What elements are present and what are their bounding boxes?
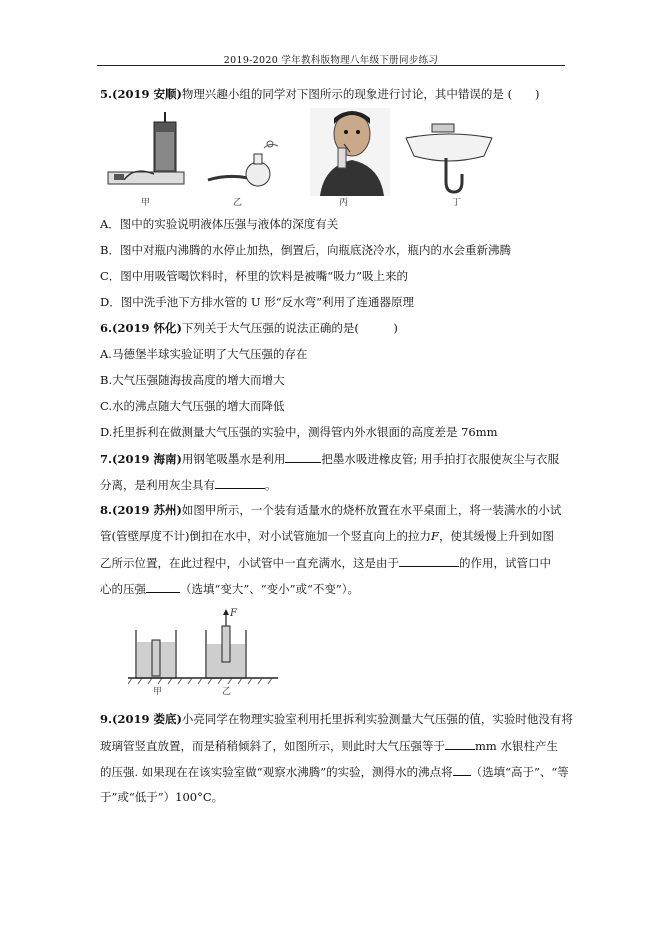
q9-line3-text-end: （选填“高于”、“等 (470, 765, 569, 779)
q5-text: 物理兴趣小组的同学对下图所示的现象进行讨论，其中错误的是 ( ) (181, 87, 540, 101)
q9-blank-1[interactable] (445, 737, 475, 750)
q8-stem (100, 502, 561, 518)
q5-figure-ding (402, 118, 494, 198)
q8-blank-2[interactable] (146, 580, 180, 593)
q7-line2 (100, 476, 277, 493)
q8-figure (128, 608, 278, 690)
q9-number: 9. (100, 712, 113, 726)
q5-option-c: C．图中用吸管喝饮料时，杯里的饮料是被嘴“吸力”吸上来的 (100, 269, 409, 283)
q9-blank-2[interactable] (453, 763, 471, 776)
q7-stem (100, 450, 559, 467)
q8-caption-jia: 甲 (153, 687, 163, 697)
q8-force-symbol: F (430, 529, 439, 543)
q6-text: 下列关于大气压强的说法正确的是( ) (181, 321, 398, 335)
q9-line2-text-end: mm 水银柱产生 (475, 739, 558, 753)
q7-blank-1[interactable] (285, 450, 321, 463)
header-divider (97, 65, 565, 66)
q7-part1: 用钢笔吸墨水是利用 (181, 452, 286, 466)
q8-caption-yi: 乙 (222, 687, 232, 697)
q7-part3: 分离，是利用灰尘具有 (100, 478, 215, 492)
q9-line3-text: 的压强. 如果现在在该实验室做“观察水沸腾”的实验，测得水的沸点将 (100, 765, 453, 779)
q5-figure-yi (204, 140, 282, 196)
q8-line1: 如图甲所示，一个装有适量水的烧杯放置在水平桌面上，将一装满水的小试 (181, 503, 562, 517)
q5-option-b: B．图中对瓶内沸腾的水停止加热，倒置后，向瓶底浇冷水，瓶内的水会重新沸腾 (100, 243, 511, 257)
q5-caption-ding: 丁 (452, 198, 462, 208)
q7-part2: 把墨水吸进橡皮管; 用手拍打衣服使灰尘与衣服 (321, 452, 559, 466)
q5-option-d: D．图中洗手池下方排水管的 U 形“反水弯”利用了连通器原理 (100, 295, 414, 309)
q5-caption-bing: 丙 (339, 198, 349, 208)
q5-caption-jia: 甲 (141, 198, 151, 208)
q6-stem (100, 320, 398, 336)
q5-caption-yi: 乙 (233, 198, 243, 208)
q9-line2-text: 玻璃管竖直放置，而是稍稍倾斜了，如图所示，则此时大气压强等于 (100, 739, 445, 753)
q6-source: (2019 怀化) (112, 321, 182, 335)
q8-line2-text-end: ，使其缓慢上升到如图 (438, 529, 554, 543)
q5-stem (100, 86, 540, 102)
q5-figure-jia (104, 110, 186, 198)
q6-option-b: B.大气压强随海拔高度的增大而增大 (100, 373, 285, 387)
q8-line3-text: 乙所示位置，在此过程中，小试管中一直充满水，这是由于 (100, 556, 399, 570)
q5-number: 5. (100, 87, 113, 101)
q8-number: 8. (100, 503, 113, 517)
q9-line4: 于”或“低于”）100°C。 (100, 790, 224, 804)
q9-stem (100, 711, 573, 727)
q5-source: (2019 安顺) (112, 87, 182, 101)
q9-line2 (100, 737, 558, 754)
q6-option-a: A.马德堡半球实验证明了大气压强的存在 (100, 347, 308, 361)
q5-option-a: A．图中的实验说明液体压强与液体的深度有关 (100, 217, 339, 231)
q7-source: (2019 海南) (112, 452, 182, 466)
q8-line3-text-end: 的作用，试管口中 (459, 556, 551, 570)
q8-line4 (100, 580, 359, 597)
q6-option-d: D.托里拆利在做测量大气压强的实验中，测得管内外水银面的高度差是 76mm (100, 425, 498, 439)
q8-line4-text-end: （选填“变大”、“变小”或“不变”）。 (180, 582, 360, 596)
q8-line2-text: 管(管壁厚度不计)倒扣在水中，对小试管施加一个竖直向上的拉力 (100, 529, 431, 543)
q9-line1: 小亮同学在物理实验室利用托里拆利实验测量大气压强的值，实验时他没有将 (181, 712, 573, 726)
q9-line3 (100, 763, 569, 780)
q7-part4: 。 (265, 478, 277, 492)
q8-line2 (100, 528, 554, 544)
q8-source: (2019 苏州) (112, 503, 182, 517)
q8-line3 (100, 554, 551, 571)
q6-number: 6. (100, 321, 113, 335)
q8-line4-text: 心的压强 (100, 582, 146, 596)
q9-source: (2019 娄底) (112, 712, 182, 726)
q6-option-c: C.水的沸点随大气压强的增大而降低 (100, 399, 285, 413)
q5-figure-bing (310, 108, 390, 196)
q7-number: 7. (100, 452, 113, 466)
q8-blank-1[interactable] (399, 554, 459, 567)
q8-force-label: F (230, 608, 237, 619)
page-header: 2019-2020 学年教科版物理八年级下册同步练习 (223, 55, 439, 66)
q7-blank-2[interactable] (215, 476, 265, 489)
